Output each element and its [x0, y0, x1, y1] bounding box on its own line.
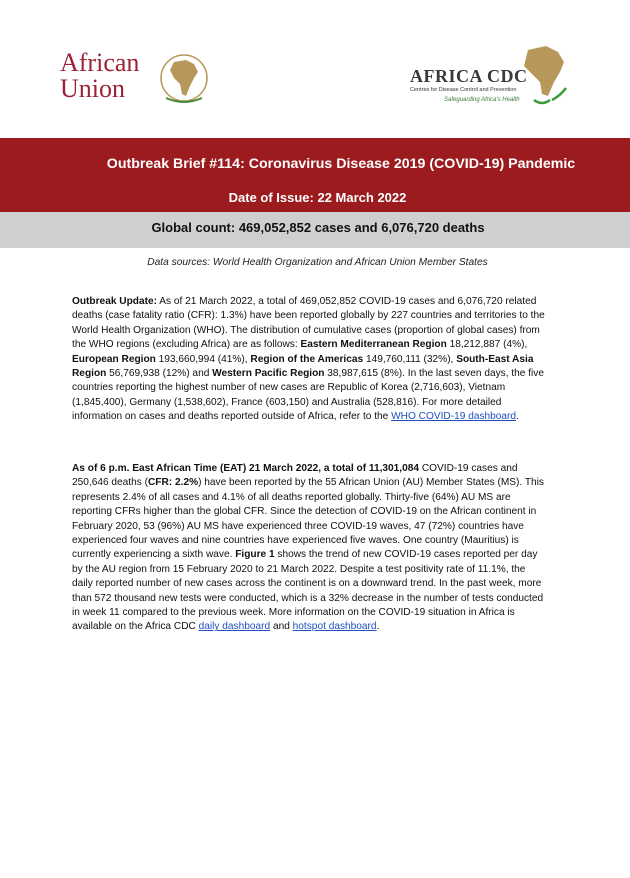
p2-text-3: shows the trend of new COVID-19 cases reported per day by the AU region from 15 February 2020 to 21 March 2022. Despite a test positivity rate of 11.1%, the daily reported number of new cases across the continent is on a downward trend. In the past week, more than 572 thousand new tests were conducted, which is a 32% decrease in the number of tests conducted in week 11 compared to the previous week. More information on the COVID-19 situation in Africa is available on the Africa CDC [72, 549, 544, 633]
p1-text: As of 21 March 2022, a total of 469,052,852 COVID-19 cases and 6,076,720 related deaths (case fatality ratio (CFR): 1.3%) have been reported globally by 227 countries and territories to the World Health Organization (WHO). The distribution of cumulative cases (proportion of global cases) from the WHO regions (excluding Africa) are as follows: [72, 296, 545, 351]
au-wordmark [60, 50, 139, 102]
p2-bold-cfr: CFR: 2.2% [148, 477, 199, 489]
africa-cdc-logo [404, 44, 584, 114]
p1-value-3: 149,760,111 (32%), [363, 353, 457, 365]
region-european: European Region [72, 353, 156, 365]
p2-end: . [376, 621, 380, 633]
global-count: Global count: 469,052,852 cases and 6,076,720 deaths [151, 220, 485, 235]
p2-bold-1: As of 6 p.m. East African Time (EAT) 21 March 2022, a total of 11,301,084 [72, 463, 420, 474]
region-western-pacific: Western Pacific Region [212, 368, 325, 380]
region-south-east-asia: South-East Asia Region [72, 353, 534, 380]
africa-cdc-subtitle: Centres for Disease Control and Prevention [410, 87, 517, 93]
region-eastern-mediterranean: Eastern Mediterranean Region [300, 339, 447, 351]
au-wordmark-line2: Union [60, 74, 125, 103]
title-banner [0, 138, 630, 212]
p1-end: . [516, 411, 519, 423]
outbreak-update-label: Outbreak Update: [72, 296, 157, 307]
p2-figure-ref: Figure 1 [235, 549, 275, 561]
p1-value-5: 38,987,615 (8%). In the last seven days, the five countries reporting the highest number of new cases are Republic of Korea (2,716,603), Vietnam (1,845,400), Germany (1,538,602), France (603,150) and Australia (528,816). For more detailed information on cases and deaths reported outside of Africa, refer to the [72, 368, 544, 423]
p2-text-1: COVID-19 cases and 250,646 deaths ( [72, 463, 518, 489]
outbreak-update-paragraph [72, 295, 548, 425]
global-count-banner [0, 212, 630, 248]
p2-text-2: ) have been reported by the 55 African Union (AU) Member States (MS). This represents 2.4% of all cases and 4.1% of all deaths reported globally. Thirty-five (64%) AU MS are reporting CFRs higher than the global CFR. Since the detection of COVID-19 on the African continent in February 2020, 53 (96%) AU MS have experienced three COVID-19 waves, 47 (72%) countries have experienced four waves and nine countries have experienced five waves. One country (Mauritius) is currently experiencing a sixth wave. [72, 477, 544, 561]
p2-and: and [270, 621, 293, 633]
region-americas: Region of the Americas [250, 353, 364, 365]
brief-title: Outbreak Brief #114: Coronavirus Disease 2019 (COVID-19) Pandemic [106, 156, 576, 172]
hotspot-dashboard-link[interactable]: hotspot dashboard [292, 621, 377, 633]
who-dashboard-link[interactable]: WHO COVID-19 dashboard [391, 411, 517, 423]
au-wordmark-line1: African [60, 48, 140, 77]
daily-dashboard-link[interactable]: daily dashboard [198, 621, 271, 633]
africa-cdc-title: AFRICA CDC [410, 66, 528, 86]
p1-value-4: 56,769,938 (12%) and [106, 368, 213, 380]
issue-date: Date of Issue: 22 March 2022 [228, 190, 407, 205]
data-sources: Data sources: World Health Organization and African Union Member States [147, 257, 488, 268]
p1-value-1: 18,212,887 (4%), [446, 339, 528, 351]
africa-situation-paragraph [72, 462, 548, 635]
african-union-logo [60, 50, 210, 110]
african-union-africa-map-icon [160, 52, 208, 104]
africa-cdc-tagline: Safeguarding Africa's Health [444, 97, 520, 103]
p1-value-2: 193,660,994 (41%), [155, 353, 251, 365]
